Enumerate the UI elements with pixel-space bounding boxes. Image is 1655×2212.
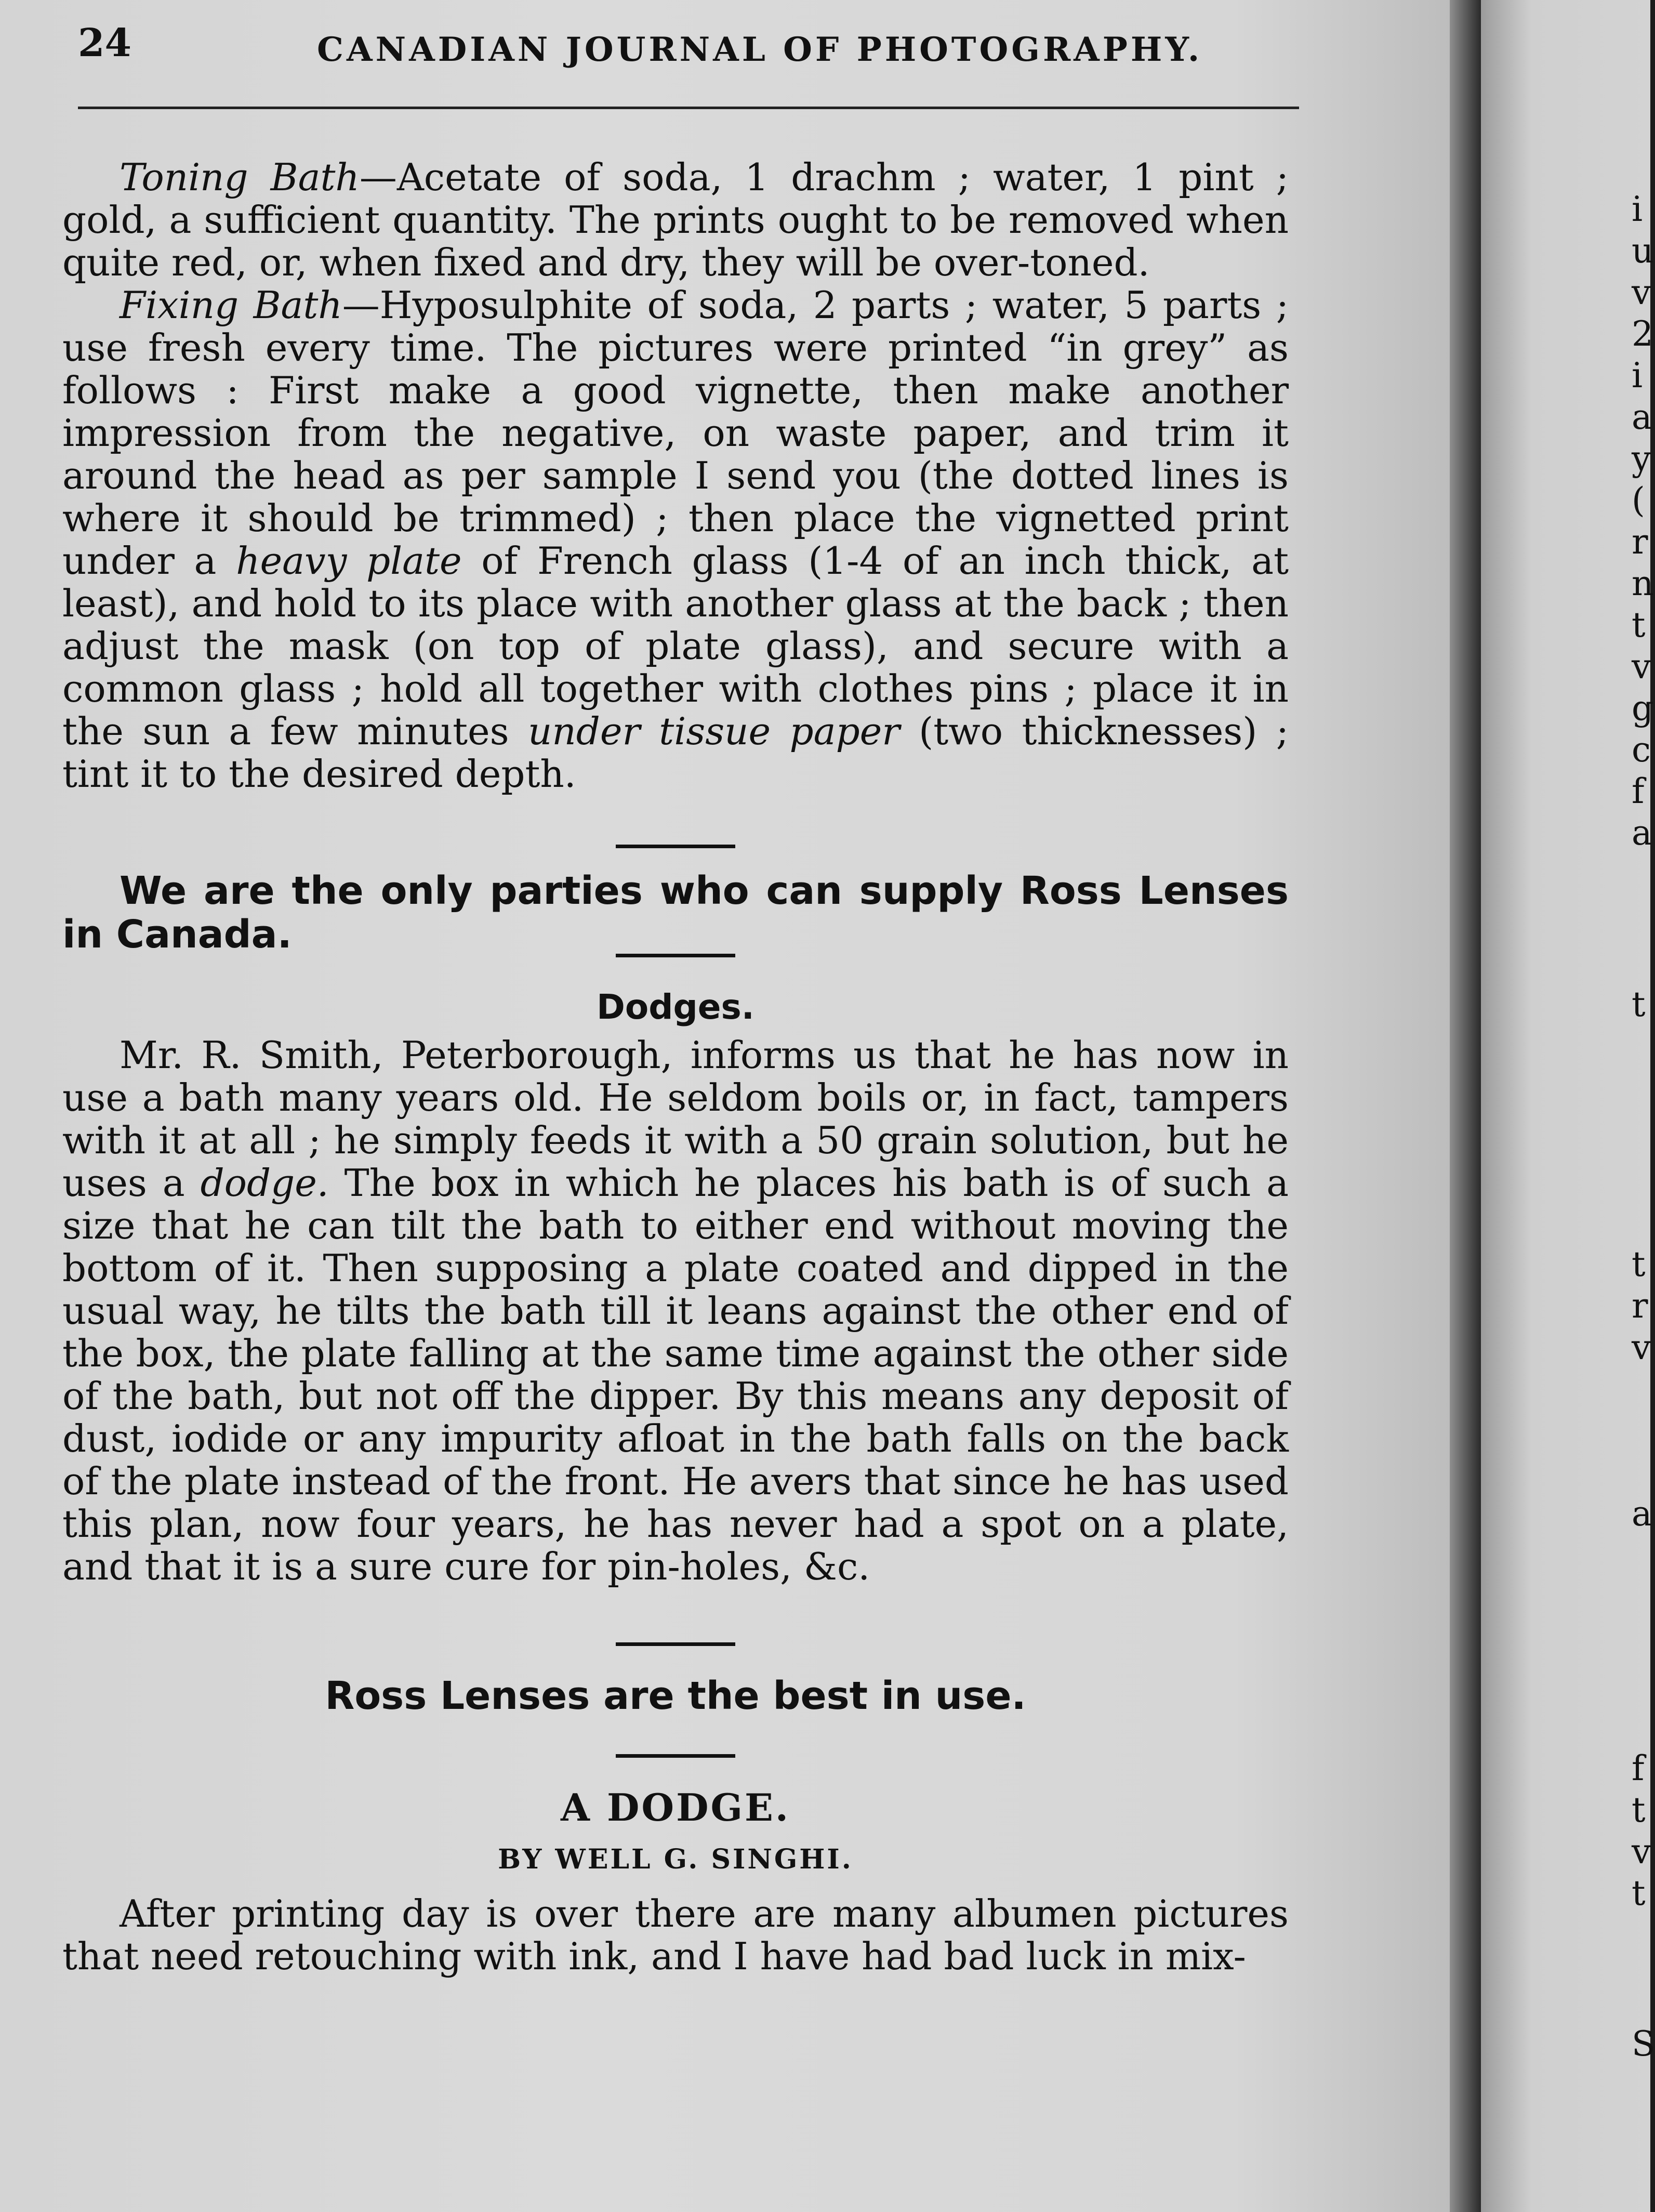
page-number: 24	[78, 21, 131, 65]
toning-bath-label: Toning Bath	[120, 155, 360, 199]
facing-page	[1481, 0, 1650, 2212]
article-title: A DODGE.	[561, 1785, 790, 1829]
facing-page-fragment: v	[1632, 647, 1651, 687]
facing-page-fragment: f	[1632, 1748, 1645, 1788]
dodges-text-1: Mr. R. Smith, Peterborough, informs us that he has now in use a bath many years old. He seldom boils or, in fact, tampers with it at all ; he simply feeds it with a 50 grain solution, but he uses a	[62, 1033, 1289, 1205]
facing-page-fragment: f	[1632, 771, 1645, 811]
facing-page-fragment: c	[1632, 730, 1651, 770]
section-divider	[616, 1642, 735, 1646]
dodges-text-2: The box in which he places his bath is of such a size that he can tilt the bath to either end without moving the bottom of it. Then supposing a plate coated and dipped in the usual way, he tilts the bath till it leans against the other end of the box, the plate falling at the same time against the other side of the bath, but not off the dipper. By this means any deposit of dust, iodide or any impurity afloat in the bath falls on the back of the plate instead of the front. He avers that since he has used this plan, now four years, he has never had a spot on a plate, and that it is a sure cure for pin-holes, &c.	[62, 1161, 1289, 1588]
dodge-article	[62, 1754, 1289, 1978]
toning-bath-paragraph	[62, 156, 1289, 284]
running-title: CANADIAN JOURNAL OF PHOTOGRAPHY.	[317, 30, 1203, 69]
section-divider	[616, 1754, 735, 1758]
facing-page-fragment: S	[1632, 2024, 1655, 2064]
notice-2-block	[62, 1642, 1289, 1717]
fixing-bath-paragraph	[62, 284, 1289, 795]
fixing-bath-label: Fixing Bath	[120, 283, 342, 327]
ross-lenses-best-notice: Ross Lenses are the best in use.	[325, 1674, 1026, 1718]
ross-lenses-notice: We are the only parties who can supply Ross Lenses in Canada.	[62, 868, 1289, 957]
fixing-bath-text-1: —Hyposulphite of soda, 2 parts ; water, 5 parts ; use fresh every time. The pictures were printed “in grey” as follows : First make a good vignette, then make another impression from the negative, on waste paper, and trim it around the head as per sample I send you (the dotted lines is where it should be trimmed) ; then place the vignetted print under a	[62, 283, 1289, 583]
article-paragraph: After printing day is over there are many albumen pictures that need retouching with ink, and I have had bad luck in mix-	[62, 1892, 1289, 1978]
recipes-section	[62, 156, 1289, 795]
facing-page-fragment: v	[1632, 1832, 1651, 1872]
fixing-bath-italic-2: under tissue paper	[528, 709, 900, 753]
dodges-section	[62, 954, 1289, 1588]
facing-page-fragments	[1632, 0, 1655, 2212]
header-rule	[78, 107, 1299, 109]
facing-page-fragment: r	[1632, 1286, 1648, 1326]
facing-page-fragment: y	[1632, 439, 1651, 479]
facing-page-fragment: t	[1632, 1873, 1646, 1913]
section-divider	[616, 845, 735, 848]
facing-page-fragment: n	[1632, 563, 1654, 603]
facing-page-fragment: 2	[1632, 314, 1653, 354]
facing-page-fragment: (	[1632, 480, 1645, 520]
page-header	[73, 21, 1299, 78]
facing-page-fragment: u	[1632, 231, 1654, 271]
notice-1-block	[62, 845, 1289, 956]
facing-page-fragment: a	[1632, 397, 1652, 437]
toning-bath-text: —Acetate of soda, 1 drachm ; water, 1 pint ; gold, a sufficient quantity. The prints ought to be removed when quite red, or, when fixed and dry, they will be over-toned.	[62, 155, 1289, 284]
dodges-heading: Dodges.	[597, 987, 754, 1027]
facing-page-fragment: t	[1632, 1244, 1646, 1284]
facing-page-fragment: a	[1632, 1494, 1652, 1534]
facing-page-fragment: v	[1632, 272, 1651, 312]
book-gutter	[1450, 0, 1481, 2212]
facing-page-fragment: i	[1632, 189, 1643, 229]
facing-page-fragment: a	[1632, 813, 1652, 853]
fixing-bath-italic-1: heavy plate	[236, 539, 462, 583]
section-divider	[616, 954, 735, 957]
facing-page-fragment: i	[1632, 356, 1643, 396]
facing-page-fragment: v	[1632, 1327, 1651, 1367]
fixing-bath-text-3: (two thicknesses) ; tint it to the desired depth.	[62, 709, 1289, 796]
dodges-paragraph	[62, 1034, 1289, 1588]
article-byline: BY WELL G. SINGHI.	[498, 1844, 853, 1875]
facing-page-fragment: t	[1632, 984, 1646, 1024]
fixing-bath-text-2: of French glass (1-4 of an inch thick, at least), and hold to its place with another glass at the back ; then adjust the mask (on top of plate glass), and secure with a common glass ; hold all together with clothes pins ; place it in the sun a few minutes	[62, 539, 1289, 753]
facing-page-fragment: g	[1632, 688, 1654, 728]
facing-page-fragment: r	[1632, 522, 1648, 562]
facing-page-fragment: t	[1632, 605, 1646, 645]
dodges-italic: dodge.	[200, 1161, 329, 1205]
facing-page-fragment: t	[1632, 1790, 1646, 1830]
